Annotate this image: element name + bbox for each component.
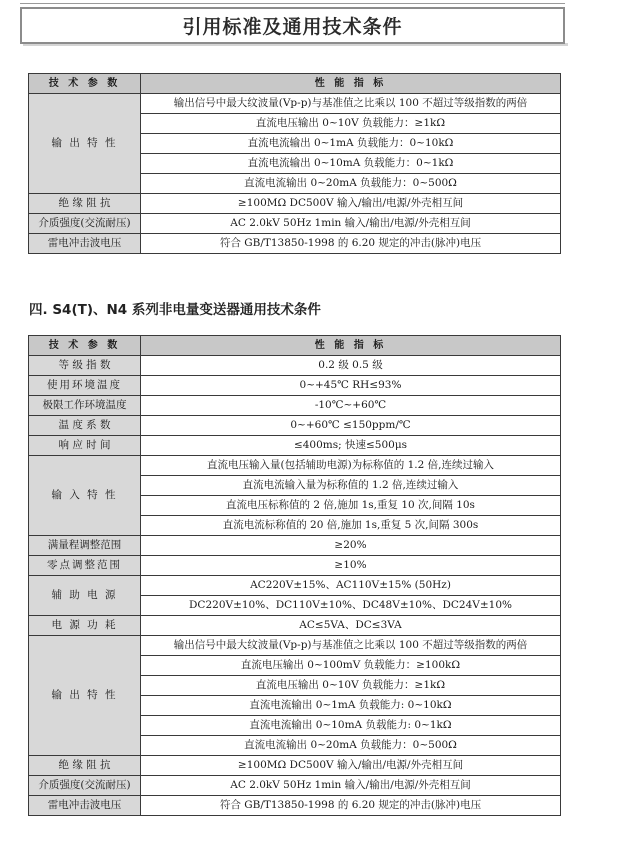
table-row [29, 536, 561, 556]
input-characteristics-label: 输 入 特 性 [29, 456, 141, 536]
table-row [29, 376, 561, 396]
param-value: 直流电压输出 0~100mV 负载能力：≥100kΩ [141, 656, 561, 676]
table-row [29, 576, 561, 596]
param-value: 输出信号中最大纹波量(Vp-p)与基准值之比乘以 100 不超过等级指数的两倍 [141, 636, 561, 656]
param-value: 直流电流输出 0~1mA 负载能力: 0~10kΩ [141, 696, 561, 716]
param-label: 电 源 功 耗 [29, 616, 141, 636]
table-row [29, 416, 561, 436]
param-label: 雷电冲击波电压 [29, 796, 141, 816]
param-value: 直流电流输出 0~20mA 负载能力：0~500Ω [141, 736, 561, 756]
param-value: 0~+60℃ ≤150ppm/℃ [141, 416, 561, 436]
column-header-spec: 性 能 指 标 [141, 74, 561, 94]
table-row [29, 616, 561, 636]
table-row [29, 356, 561, 376]
param-label: 零点调整范围 [29, 556, 141, 576]
param-value: 直流电压输入量(包括辅助电源)为标称值的 1.2 倍,连续过输入 [141, 456, 561, 476]
output-characteristics-label: 输 出 特 性 [29, 636, 141, 756]
param-value: 直流电流输入量为标称值的 1.2 倍,连续过输入 [141, 476, 561, 496]
param-value: 符合 GB/T13850-1998 的 6.20 规定的冲击(脉冲)电压 [141, 234, 561, 254]
aux-power-label: 辅 助 电 源 [29, 576, 141, 616]
param-label: 极限工作环境温度 [29, 396, 141, 416]
output-characteristics-label: 输 出 特 性 [29, 94, 141, 194]
param-label: 介质强度(交流耐压) [29, 776, 141, 796]
spec-table-1 [28, 73, 561, 254]
param-value: AC≤5VA、DC≤3VA [141, 616, 561, 636]
table-row [29, 214, 561, 234]
param-label: 介质强度(交流耐压) [29, 214, 141, 234]
param-value: ≥20% [141, 536, 561, 556]
param-value: 直流电流输出 0~1mA 负载能力：0~10kΩ [141, 134, 561, 154]
table-row [29, 776, 561, 796]
param-value: 直流电压标称值的 2 倍,施加 1s,重复 10 次,间隔 10s [141, 496, 561, 516]
table-row [29, 796, 561, 816]
column-header-spec: 性 能 指 标 [141, 336, 561, 356]
table-row [29, 194, 561, 214]
param-value: 0~+45℃ RH≤93% [141, 376, 561, 396]
param-label: 响 应 时 间 [29, 436, 141, 456]
param-value: 输出信号中最大纹波量(Vp-p)与基准值之比乘以 100 不超过等级指数的两倍 [141, 94, 561, 114]
param-label: 满量程调整范围 [29, 536, 141, 556]
param-label: 温 度 系 数 [29, 416, 141, 436]
param-label: 使用环境温度 [29, 376, 141, 396]
table-row [29, 436, 561, 456]
param-label: 雷电冲击波电压 [29, 234, 141, 254]
table-row [29, 234, 561, 254]
param-value: 直流电流标称值的 20 倍,施加 1s,重复 5 次,间隔 300s [141, 516, 561, 536]
column-header-param: 技 术 参 数 [29, 74, 141, 94]
param-value: DC220V±10%、DC110V±10%、DC48V±10%、DC24V±10% [141, 596, 561, 616]
param-value: 直流电流输出 0~10mA 负载能力：0~1kΩ [141, 154, 561, 174]
header-row [29, 336, 561, 356]
table-row [29, 556, 561, 576]
top-rule [20, 3, 565, 4]
param-value: ≥100MΩ DC500V 输入/输出/电源/外壳相互间 [141, 756, 561, 776]
param-label: 绝 缘 阻 抗 [29, 194, 141, 214]
param-value: 直流电压输出 0~10V 负载能力：≥1kΩ [141, 114, 561, 134]
section-heading: 四. S4(T)、N4 系列非电量变送器通用技术条件 [29, 302, 321, 318]
param-value: 直流电压输出 0~10V 负载能力：≥1kΩ [141, 676, 561, 696]
param-value: 直流电流输出 0~10mA 负载能力: 0~1kΩ [141, 716, 561, 736]
param-label: 等 级 指 数 [29, 356, 141, 376]
param-value: ≥10% [141, 556, 561, 576]
param-value: ≥100MΩ DC500V 输入/输出/电源/外壳相互间 [141, 194, 561, 214]
column-header-param: 技 术 参 数 [29, 336, 141, 356]
param-value: AC 2.0kV 50Hz 1min 输入/输出/电源/外壳相互间 [141, 214, 561, 234]
page-title: 引用标准及通用技术条件 [20, 7, 565, 44]
param-value: AC 2.0kV 50Hz 1min 输入/输出/电源/外壳相互间 [141, 776, 561, 796]
table-row [29, 756, 561, 776]
param-value: AC220V±15%、AC110V±15% (50Hz) [141, 576, 561, 596]
param-value: 符合 GB/T13850-1998 的 6.20 规定的冲击(脉冲)电压 [141, 796, 561, 816]
table-row [29, 456, 561, 476]
header-row [29, 74, 561, 94]
param-label: 绝 缘 阻 抗 [29, 756, 141, 776]
param-value: 0.2 级 0.5 级 [141, 356, 561, 376]
table-row [29, 636, 561, 656]
table-row [29, 94, 561, 114]
param-value: 直流电流输出 0~20mA 负载能力：0~500Ω [141, 174, 561, 194]
table-row [29, 396, 561, 416]
param-value: ≤400ms; 快速≤500μs [141, 436, 561, 456]
spec-table-2 [28, 335, 561, 816]
param-value: -10℃~+60℃ [141, 396, 561, 416]
